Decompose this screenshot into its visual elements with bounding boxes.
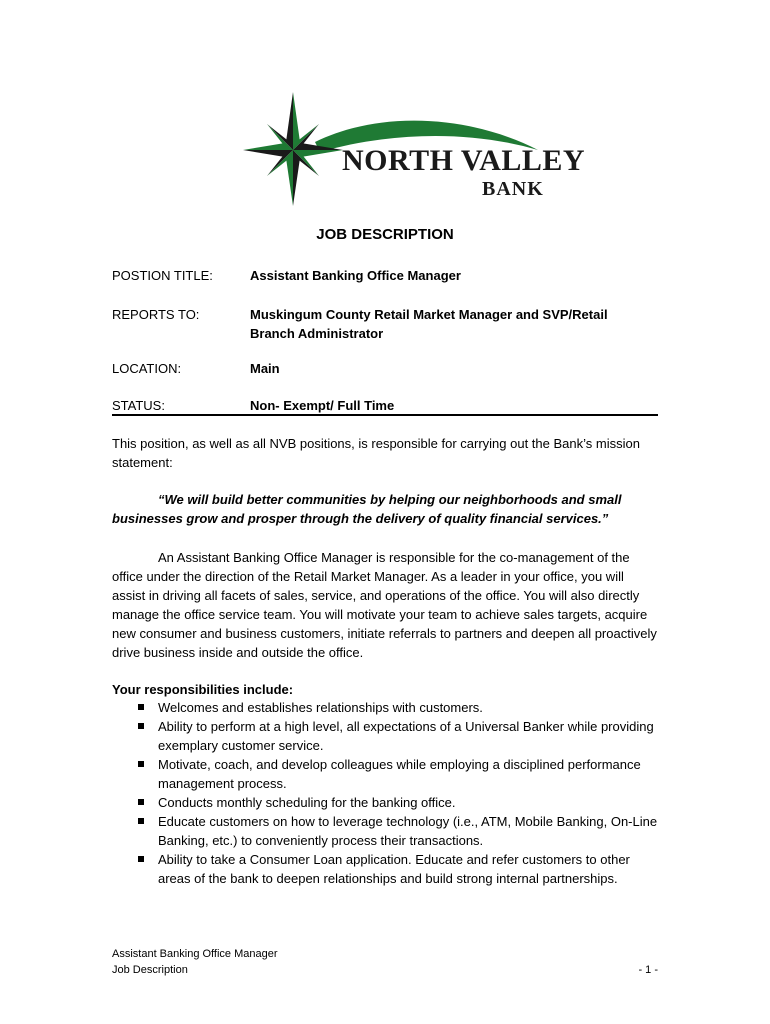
- mission-statement: “We will build better communities by helping our neighborhoods and small businesses grow and prosper through the delivery of quality financial services.”: [112, 492, 622, 526]
- footer-title: Assistant Banking Office Manager: [112, 948, 278, 960]
- list-item: [112, 755, 658, 793]
- page-number: - 1 -: [638, 964, 658, 976]
- status-label: STATUS:: [112, 398, 165, 413]
- bullet-icon: [138, 761, 144, 767]
- location-label: LOCATION:: [112, 361, 182, 376]
- list-item: [112, 793, 658, 812]
- list-item: [112, 717, 658, 755]
- bullet-icon: [138, 799, 144, 805]
- location-value: Main: [250, 361, 280, 376]
- responsibilities-list: [112, 698, 658, 888]
- position-title-value: Assistant Banking Office Manager: [250, 268, 461, 283]
- list-item-text: Ability to take a Consumer Loan application. Educate and refer customers to other areas of the bank to deepen relationships and build strong internal partnerships.: [158, 852, 630, 886]
- north-valley-bank-logo: [220, 90, 586, 208]
- list-item: [112, 812, 658, 850]
- status-value: Non- Exempt/ Full Time: [250, 398, 395, 413]
- footer-subtitle: Job Description: [112, 964, 188, 976]
- bullet-icon: [138, 704, 144, 710]
- header-divider: [112, 414, 658, 416]
- list-item-text: Ability to perform at a high level, all expectations of a Universal Banker while providing exemplary customer service.: [158, 719, 654, 753]
- logo-wordmark-north-valley: NORTH VALLEY: [342, 144, 586, 177]
- list-item-text: Conducts monthly scheduling for the banking office.: [158, 795, 456, 810]
- bullet-icon: [138, 723, 144, 729]
- reports-to-value: Muskingum County Retail Market Manager and SVP/Retail Branch Administrator: [250, 307, 608, 341]
- bullet-icon: [138, 856, 144, 862]
- list-item: [112, 850, 658, 888]
- document-title: JOB DESCRIPTION: [316, 226, 454, 243]
- list-item-text: Educate customers on how to leverage technology (i.e., ATM, Mobile Banking, On-Line Banking, etc.) to conveniently process their transactions.: [158, 814, 658, 848]
- list-item-text: Welcomes and establishes relationships with customers.: [158, 700, 483, 715]
- logo-wordmark-bank: BANK: [482, 178, 544, 200]
- list-item-text: Motivate, coach, and develop colleagues while employing a disciplined performance management process.: [158, 757, 641, 791]
- description-paragraph: An Assistant Banking Office Manager is responsible for the co-management of the office under the direction of the Retail Market Manager. As a leader in your office, you will assist in driving all facets of sales, service, and operations of the office. You will also directly manage the office service team. You will motivate your team to achieve sales targets, acquire new consumer and business customers, initiate referrals to partners and deepen all proactively drive business inside and outside the office.: [112, 550, 657, 660]
- responsibilities-heading: Your responsibilities include:: [112, 682, 294, 697]
- list-item: [112, 698, 658, 717]
- bullet-icon: [138, 818, 144, 824]
- position-title-label: POSTION TITLE:: [112, 268, 213, 283]
- reports-to-label: REPORTS TO:: [112, 307, 200, 322]
- footer-document-info: [112, 946, 278, 978]
- intro-paragraph: This position, as well as all NVB positions, is responsible for carrying out the Bank’s mission statement:: [112, 436, 640, 470]
